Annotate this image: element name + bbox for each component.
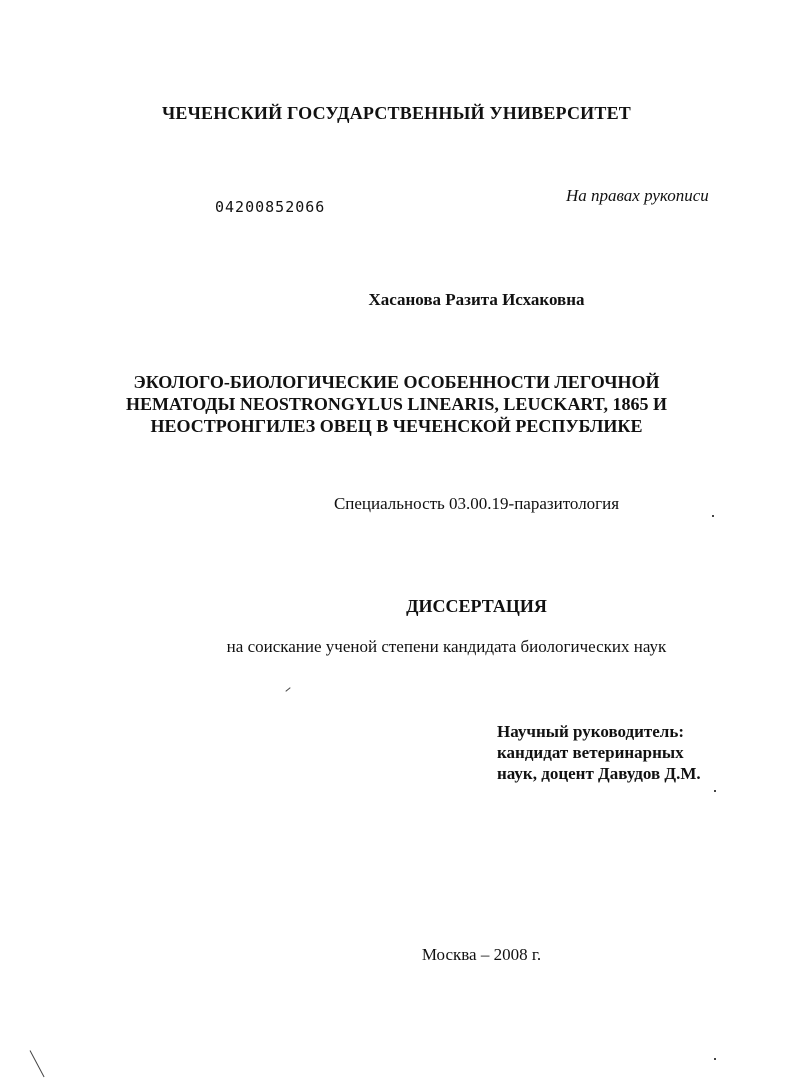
scan-speck xyxy=(714,790,716,792)
city-year: Москва – 2008 г. xyxy=(421,945,542,964)
title-line: НЕОСТРОНГИЛЕЗ ОВЕЦ В ЧЕЧЕНСКОЙ РЕСПУБЛИКЕ xyxy=(150,416,643,436)
title-line: ЭКОЛОГО-БИОЛОГИЧЕСКИЕ ОСОБЕННОСТИ ЛЕГОЧНОЙ xyxy=(133,372,660,392)
rights-note: На правах рукописи xyxy=(566,186,709,205)
dissertation-title xyxy=(0,371,793,437)
scan-line xyxy=(30,1050,45,1077)
scan-speck xyxy=(285,687,290,692)
title-line: НЕМАТОДЫ NEOSTRONGYLUS LINEARIS, LEUCKART, 1865 И xyxy=(126,394,667,414)
supervisor-line: кандидат ветеринарных xyxy=(497,743,684,762)
supervisor-line: Научный руководитель: xyxy=(497,722,684,741)
document-type: ДИССЕРТАЦИЯ xyxy=(406,596,547,616)
degree-statement: на соискание ученой степени кандидата биологических наук xyxy=(226,637,667,656)
document-code: 04200852066 xyxy=(215,198,326,216)
supervisor-block xyxy=(497,721,701,784)
university-name: ЧЕЧЕНСКИЙ ГОСУДАРСТВЕННЫЙ УНИВЕРСИТЕТ xyxy=(161,103,631,123)
specialty: Специальность 03.00.19-паразитология xyxy=(333,494,620,513)
scan-speck xyxy=(714,1058,716,1060)
author-name: Хасанова Разита Исхаковна xyxy=(368,290,585,309)
supervisor-line: наук, доцент Давудов Д.М. xyxy=(497,764,701,783)
scan-speck xyxy=(712,515,714,517)
